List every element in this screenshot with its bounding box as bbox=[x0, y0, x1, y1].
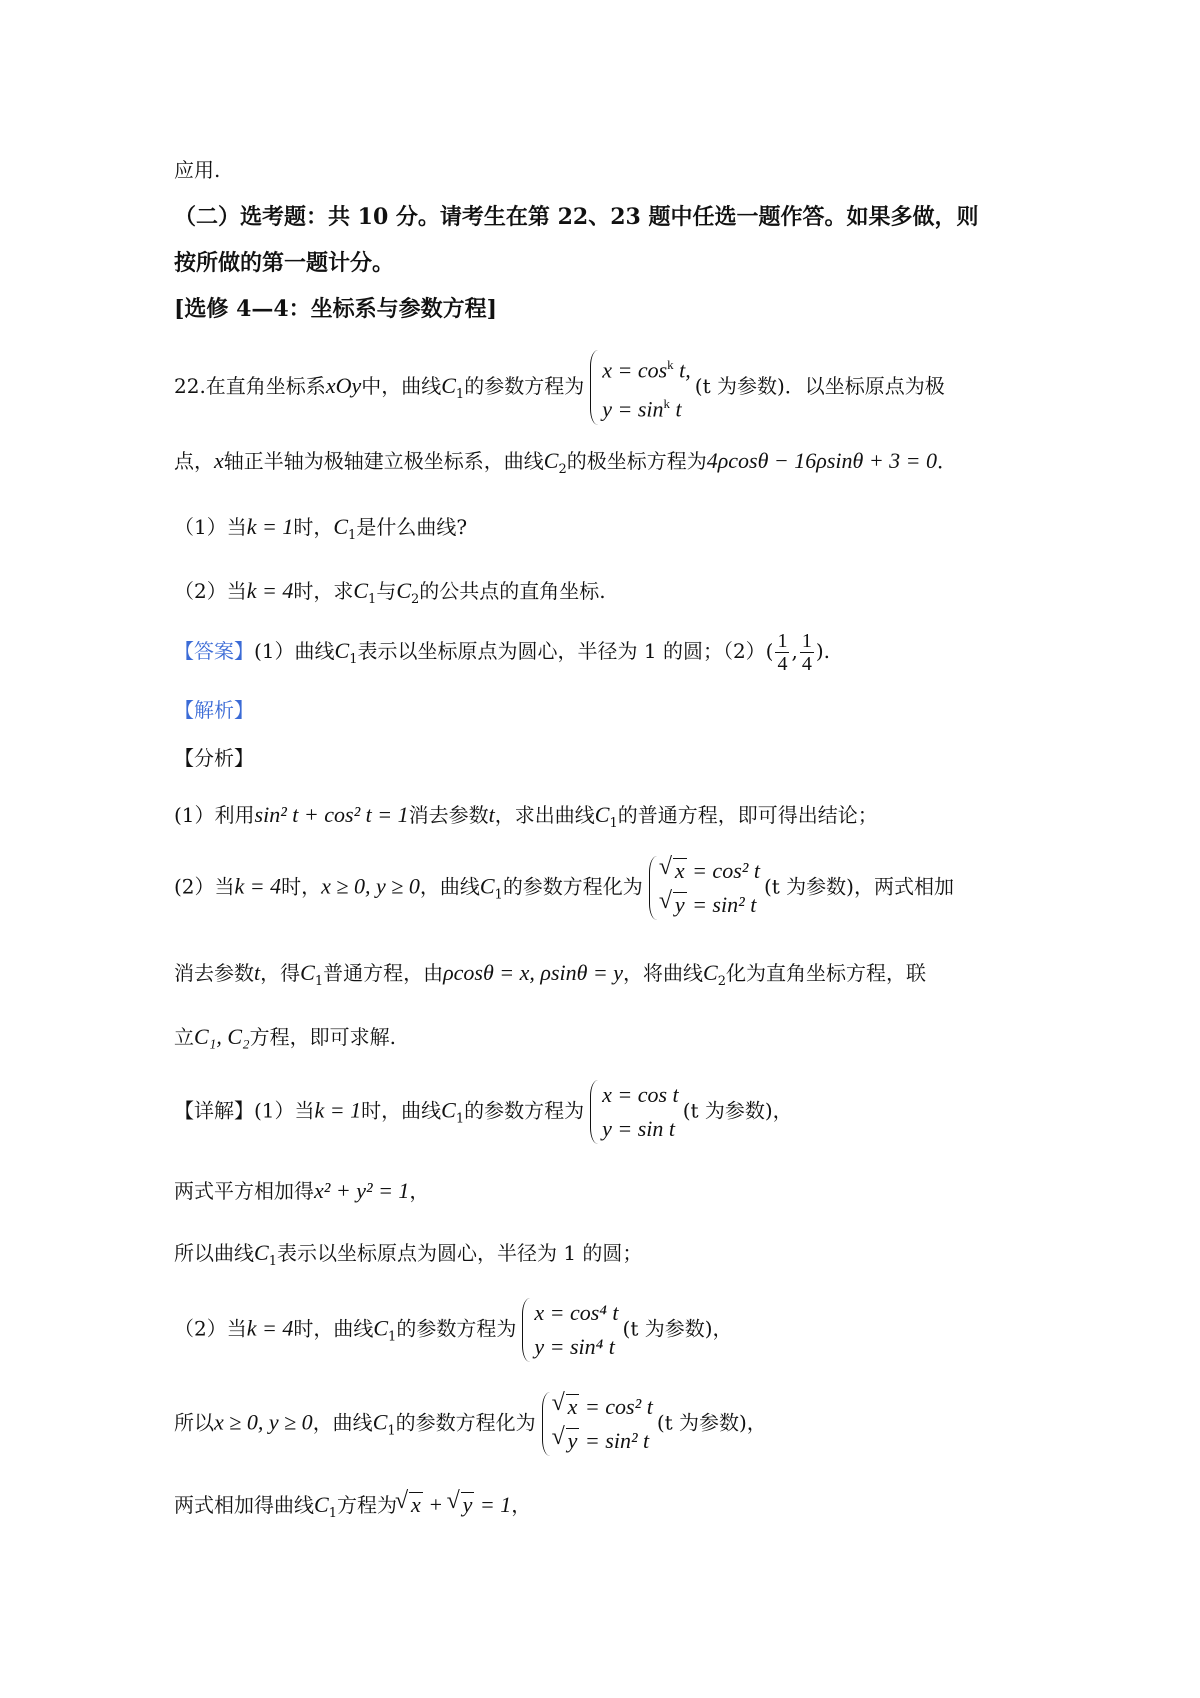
fenxi-line4: 立C₁, C₂方程，即可求解. bbox=[174, 1024, 397, 1049]
fenxi-line2: (2）当k = 4时，x ≥ 0, y ≥ 0，曲线$C_1$的参数方程化为 √ x = cos² t √ y = sin² t (t 为参数)，两式相加 bbox=[174, 854, 954, 922]
detail-line3: 所以曲线$C_1$表示以坐标原点为圆心，半径为 1 的圆； bbox=[174, 1240, 643, 1269]
detail-param-system-k4: x = cos⁴ t y = sin⁴ t bbox=[520, 1296, 618, 1364]
elective-title: [选修 4—4：坐标系与参数方程] bbox=[174, 296, 498, 322]
detail-param-system-k1: x = cos t y = sin t bbox=[588, 1078, 679, 1146]
detail-line6: 两式相加得曲线$C_1$方程为√ x + √ y = 1， bbox=[174, 1492, 531, 1522]
fenxi-sqrt-system: √ x = cos² t √ y = sin² t bbox=[647, 854, 760, 922]
detail-line4: （2）当k = 4时，曲线$C_1$的参数方程为 x = cos⁴ t y = sin⁴ t (t 为参数)， bbox=[174, 1296, 733, 1364]
fenxi-label: 【分析】 bbox=[174, 746, 254, 770]
q22-line1: 22.在直角坐标系xOy中，曲线$C_1$的参数方程为 $x = \cos^k t$, $y = \sin^k t$ (t 为参数)．以坐标原点为极 bbox=[174, 348, 945, 427]
q22-subquestion-2: （2）当k = 4时，求$C_1$与$C_2$的公共点的直角坐标. bbox=[174, 578, 606, 607]
fenxi-line1: (1）利用sin² t + cos² t = 1消去参数t，求出曲线$C_1$的普通方程，即可得出结论； bbox=[174, 802, 878, 831]
detail-sqrt-system: √ x = cos² t √ y = sin² t bbox=[540, 1390, 653, 1458]
answer-fraction-y: $\frac{1}{4}$ bbox=[801, 630, 812, 675]
fenxi-line3: 消去参数t，得$C_1$普通方程，由ρcosθ = x, ρsinθ = y，将曲线$C_2$化为直角坐标方程，联 bbox=[174, 960, 927, 989]
detail-line2: 两式平方相加得x² + y² = 1， bbox=[174, 1178, 430, 1203]
q22-subquestion-1: （1）当k = 1时，$C_1$是什么曲线? bbox=[174, 514, 468, 543]
analysis-label: 【解析】 bbox=[174, 698, 254, 722]
answer-line: 【答案】(1）曲线$C_1$表示以坐标原点为圆心，半径为 1 的圆；（2）( $\frac{1}{4}$ , $\frac{1}{4}$ ). bbox=[174, 630, 830, 675]
answer-fraction-x: $\frac{1}{4}$ bbox=[777, 630, 788, 675]
detail-line5: 所以x ≥ 0, y ≥ 0，曲线$C_1$的参数方程化为 √ x = cos² t √ y = sin² t (t 为参数)， bbox=[174, 1390, 767, 1458]
q22-param-system: $x = \cos^k t$, $y = \sin^k t$ bbox=[588, 348, 691, 427]
polar-equation: 4ρcosθ − 16ρsinθ + 3 = 0 bbox=[706, 448, 938, 473]
q22-line2: 点，x轴正半轴为极轴建立极坐标系，曲线$C_2$的极坐标方程为4ρcosθ − 16ρsinθ + 3 = 0． bbox=[174, 448, 958, 477]
section-header-line2: 按所做的第一题计分。 bbox=[174, 250, 395, 276]
detail-line1: 【详解】(1）当k = 1时，曲线$C_1$的参数方程为 x = cos t y = sin t (t 为参数)， bbox=[174, 1078, 793, 1146]
answer-label: 【答案】 bbox=[174, 639, 254, 663]
section-header-line1: （二）选考题：共 10 分。请考生在第 22、23 题中任选一题作答。如果多做，则 bbox=[174, 204, 979, 230]
top-fragment: 应用. bbox=[174, 158, 221, 182]
detail-label: 【详解】 bbox=[174, 1098, 254, 1123]
